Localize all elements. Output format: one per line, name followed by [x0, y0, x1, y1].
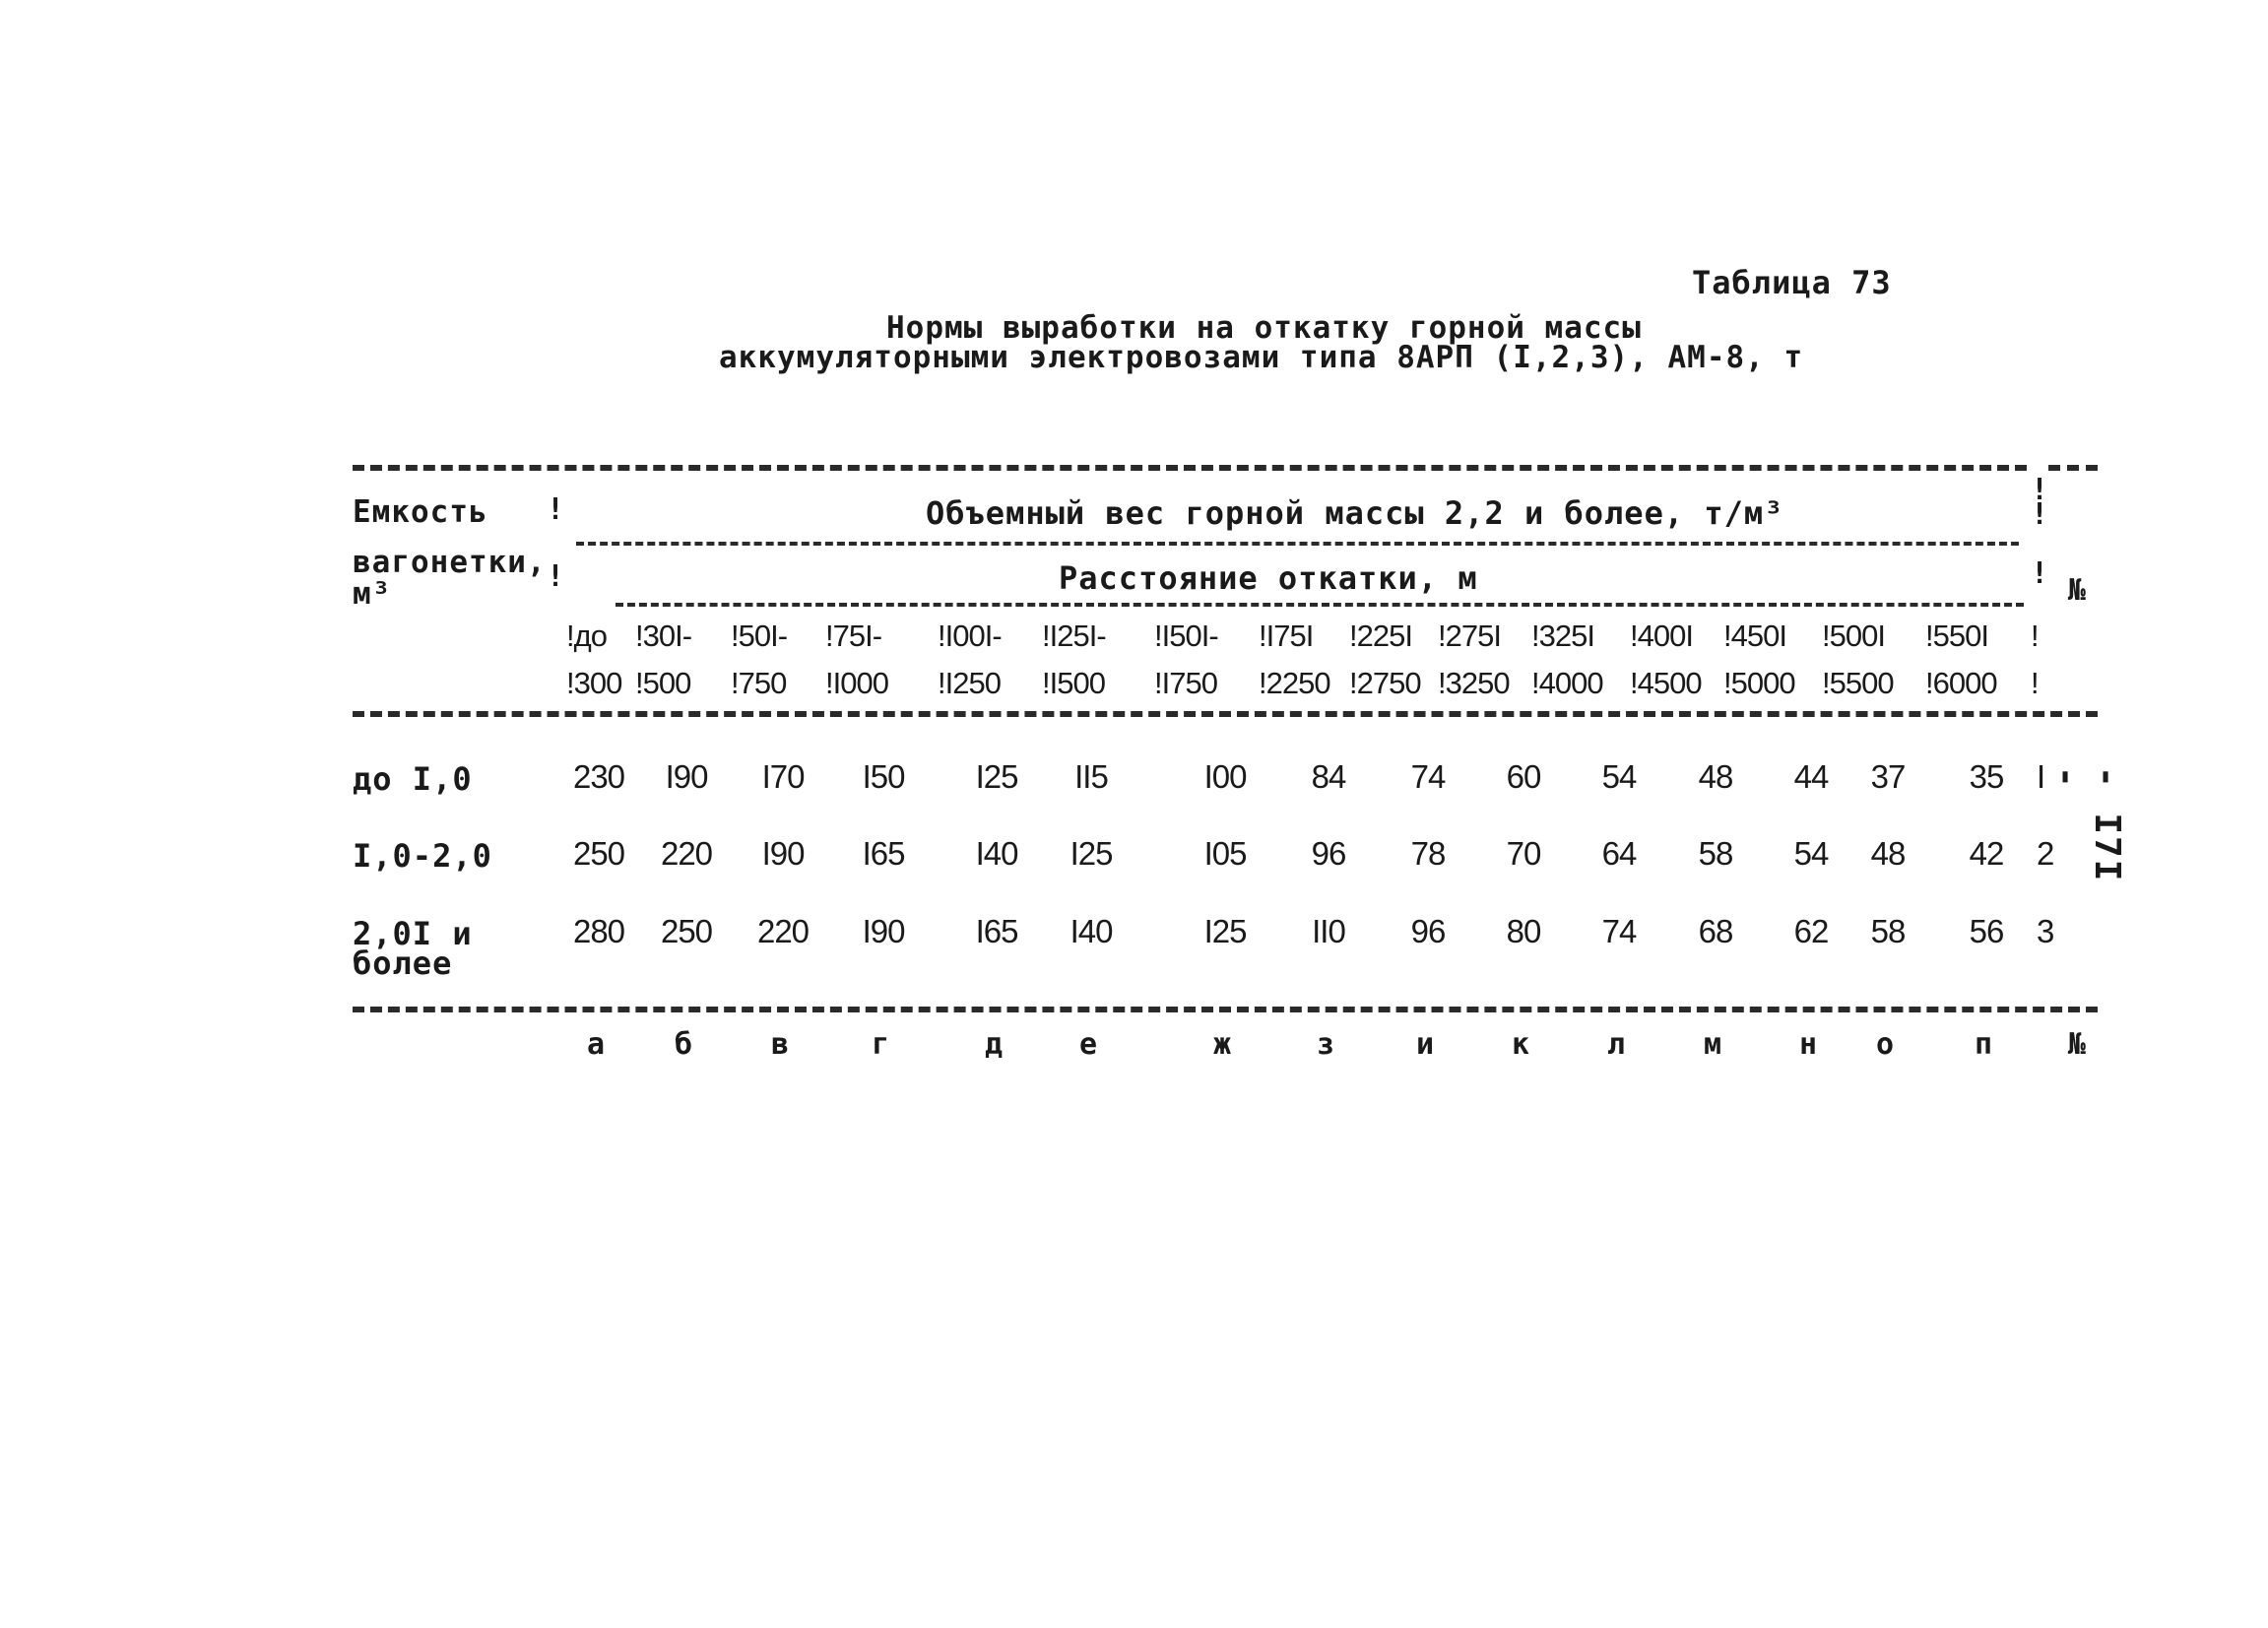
capacity-header-3: м³	[353, 576, 392, 612]
sep-right-2: !	[2031, 497, 2049, 532]
table-cell: 62	[1793, 913, 1829, 949]
column-range-from: !225I	[1349, 619, 1412, 653]
column-letter: д	[985, 1027, 1004, 1062]
table-cell: I65	[862, 835, 905, 872]
column-range-to: !500	[635, 666, 691, 700]
table-cell: I00	[1203, 758, 1247, 795]
column-range-from: !30I-	[635, 619, 692, 653]
table-cell: 78	[1410, 835, 1446, 872]
column-range-to: !5500	[1822, 666, 1894, 700]
table-cell: 250	[660, 913, 713, 949]
column-range-to: !2750	[1349, 666, 1421, 700]
column-range-to: !4000	[1531, 666, 1603, 700]
column-letter: о	[1876, 1027, 1895, 1062]
column-range-to: !3250	[1438, 666, 1510, 700]
column-letter: ж	[1213, 1027, 1232, 1062]
distance-header: Расстояние откатки, м	[1059, 559, 1478, 597]
column-range-end-sep: !	[2031, 666, 2039, 700]
table-cell: 54	[1793, 835, 1829, 872]
table-cell: 37	[1870, 758, 1906, 795]
table-cell: 58	[1698, 835, 1733, 872]
column-letter: м	[1704, 1027, 1722, 1062]
table-cell: I40	[975, 835, 1018, 872]
column-letter: а	[587, 1027, 606, 1062]
table-cell: 80	[1506, 913, 1541, 949]
table-cell: 96	[1311, 835, 1346, 872]
column-range-from: !I50I-	[1154, 619, 1218, 653]
table-cell: 220	[756, 913, 810, 949]
table-top-rule	[353, 465, 2027, 471]
column-letter: №	[2068, 1027, 2087, 1062]
column-range-to: !I250	[938, 666, 1001, 700]
table-cell: 230	[572, 758, 625, 795]
table-cell: 280	[572, 913, 625, 949]
column-range-from: !I75I	[1259, 619, 1314, 653]
title-line-2: аккумуляторными электровозами типа 8АРП (I,2,3), АМ-8, т	[719, 340, 1804, 375]
table-cell: 96	[1410, 913, 1446, 949]
sep-right-3: !	[2031, 556, 2049, 591]
table-cell: 56	[1969, 913, 2004, 949]
column-range-to: !5000	[1723, 666, 1795, 700]
table-cell: 68	[1698, 913, 1733, 949]
column-letter: н	[1799, 1027, 1818, 1062]
capacity-header-2: вагонетки,	[353, 545, 547, 580]
table-cell: I40	[1069, 913, 1113, 949]
column-range-to: !6000	[1925, 666, 1997, 700]
column-range-to: !I500	[1042, 666, 1105, 700]
row-label: I,0-2,0	[353, 837, 492, 875]
column-range-from: !I25I-	[1042, 619, 1106, 653]
column-range-from: !500I	[1822, 619, 1885, 653]
table-cell: 64	[1601, 835, 1637, 872]
table-cell: 42	[1969, 835, 2004, 872]
title-line-1: Нормы выработки на откатку горной массы	[886, 310, 1642, 346]
column-letter: л	[1607, 1027, 1626, 1062]
row-number: 3	[2037, 913, 2054, 949]
row-label: до I,0	[353, 760, 473, 798]
column-range-from: !I00I-	[938, 619, 1002, 653]
column-range-to: !I750	[1154, 666, 1217, 700]
column-range-to: !4500	[1630, 666, 1702, 700]
table-cell: 60	[1506, 758, 1541, 795]
table-cell: I05	[1203, 835, 1247, 872]
column-letter: и	[1416, 1027, 1435, 1062]
column-letter: б	[675, 1027, 693, 1062]
table-cell: 58	[1870, 913, 1906, 949]
column-range-from: !325I	[1531, 619, 1594, 653]
density-header: Объемный вес горной массы 2,2 и более, т/м³	[926, 494, 1784, 532]
table-top-rule-right	[2048, 465, 2098, 471]
column-range-from: !550I	[1925, 619, 1988, 653]
page-number: - I7I -	[2046, 766, 2127, 883]
table-cell: II0	[1312, 913, 1345, 949]
table-cell: I90	[665, 758, 708, 795]
row-label-cont: более	[353, 944, 453, 982]
table-cell: II5	[1074, 758, 1108, 795]
table-label: Таблица 73	[1692, 264, 1892, 301]
table-cell: I25	[1203, 913, 1247, 949]
distance-rule	[616, 603, 2024, 607]
sep-right-1: !	[2031, 473, 2049, 507]
table-cell: 48	[1698, 758, 1733, 795]
column-range-from: !75I-	[825, 619, 882, 653]
table-cell: 54	[1601, 758, 1637, 795]
sep-left-1: !	[547, 492, 565, 527]
table-bottom-rule	[353, 1007, 2098, 1012]
table-cell: 74	[1410, 758, 1446, 795]
column-range-from: !275I	[1438, 619, 1501, 653]
table-cell: I90	[862, 913, 905, 949]
table-cell: I25	[975, 758, 1018, 795]
column-range-to: !750	[731, 666, 787, 700]
row-number: I	[2037, 758, 2045, 795]
header-bottom-rule	[353, 711, 2098, 717]
column-letter: з	[1317, 1027, 1335, 1062]
table-cell: I50	[862, 758, 905, 795]
table-cell: 84	[1311, 758, 1346, 795]
column-letter: г	[872, 1027, 890, 1062]
table-cell: 44	[1793, 758, 1829, 795]
table-cell: I70	[761, 758, 805, 795]
table-cell: 70	[1506, 835, 1541, 872]
row-no-header: №	[2068, 573, 2088, 608]
column-range-from: !50I-	[731, 619, 788, 653]
column-letter: е	[1079, 1027, 1098, 1062]
sep-left-2: !	[547, 559, 565, 594]
row-number: 2	[2037, 835, 2054, 872]
row-label: 2,0I и	[353, 915, 473, 952]
capacity-header-1: Емкость	[353, 494, 488, 530]
table-cell: I65	[975, 913, 1018, 949]
table-cell: 48	[1870, 835, 1906, 872]
table-cell: 35	[1969, 758, 2004, 795]
table-cell: 74	[1601, 913, 1637, 949]
column-letter: к	[1512, 1027, 1530, 1062]
column-range-to: !2250	[1259, 666, 1330, 700]
density-rule	[576, 542, 2019, 546]
table-cell: 250	[572, 835, 625, 872]
table-cell: 220	[660, 835, 713, 872]
column-range-to: !300	[566, 666, 622, 700]
column-range-from: !450I	[1723, 619, 1786, 653]
column-range-from: !400I	[1630, 619, 1693, 653]
column-letter: п	[1975, 1027, 1993, 1062]
table-cell: I90	[761, 835, 805, 872]
column-range-to: !I000	[825, 666, 888, 700]
column-range-from: !до	[566, 619, 607, 653]
column-range-end-sep: !	[2031, 619, 2039, 653]
table-cell: I25	[1069, 835, 1113, 872]
column-letter: в	[771, 1027, 790, 1062]
